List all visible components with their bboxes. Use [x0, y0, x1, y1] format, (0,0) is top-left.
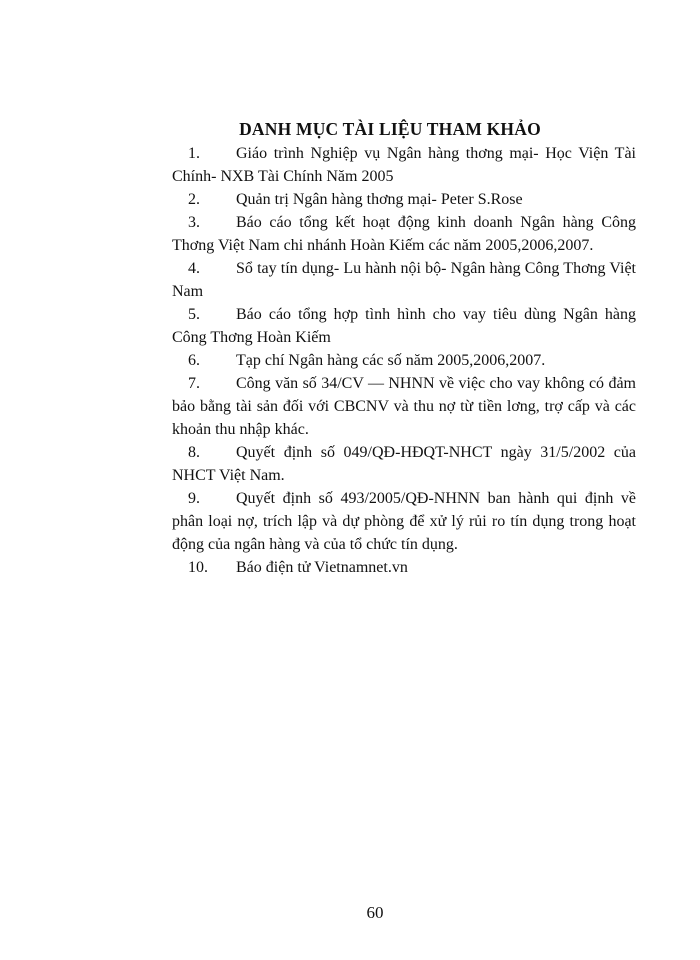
- item-number: 10.: [188, 559, 208, 576]
- reference-item: [172, 303, 636, 349]
- reference-item: [172, 372, 636, 441]
- item-text: Công văn số 34/CV — NHNN về việc cho vay không có đảm bảo bằng tài sản đối với CBCNV và thu nợ từ tiền lơng, trợ cấp và các khoản thu nhập khác.: [172, 375, 636, 438]
- reference-item: [172, 257, 636, 303]
- reference-item: [172, 556, 636, 579]
- reference-item: [172, 142, 636, 188]
- reference-item: [172, 487, 636, 556]
- item-text: Quyết định số 049/QĐ-HĐQT-NHCT ngày 31/5/2002 của NHCT Việt Nam.: [172, 444, 636, 484]
- item-text: Giáo trình Nghiệp vụ Ngân hàng thơng mại- Học Viện Tài Chính- NXB Tài Chính Năm 2005: [172, 145, 636, 185]
- reference-item: [172, 441, 636, 487]
- reference-item: [172, 211, 636, 257]
- item-text: Báo cáo tổng kết hoạt động kinh doanh Ngân hàng Công Thơng Việt Nam chi nhánh Hoàn Kiếm các năm 2005,2006,2007.: [172, 214, 636, 254]
- page-title: DANH MỤC TÀI LIỆU THAM KHẢO: [239, 119, 541, 139]
- item-number: 3.: [188, 214, 200, 231]
- item-text: Báo điện tử Vietnamnet.vn: [236, 559, 408, 576]
- item-text: Quản trị Ngân hàng thơng mại- Peter S.Rose: [236, 191, 523, 208]
- reference-item: [172, 349, 636, 372]
- item-text: Sổ tay tín dụng- Lu hành nội bộ- Ngân hàng Công Thơng Việt Nam: [172, 260, 636, 300]
- item-number: 6.: [188, 352, 200, 369]
- reference-item: [172, 188, 636, 211]
- page-number: 60: [366, 903, 384, 922]
- item-number: 9.: [188, 490, 200, 507]
- item-text: Tạp chí Ngân hàng các số năm 2005,2006,2007.: [236, 352, 546, 369]
- item-text: Báo cáo tổng hợp tình hình cho vay tiêu dùng Ngân hàng Công Thơng Hoàn Kiếm: [172, 306, 636, 346]
- item-number: 5.: [188, 306, 200, 323]
- item-number: 2.: [188, 191, 200, 208]
- item-text: Quyết định số 493/2005/QĐ-NHNN ban hành qui định về phân loại nợ, trích lập và dự phòng để xử lý rủi ro tín dụng trong hoạt động của ngân hàng và của tổ chức tín dụng.: [172, 490, 636, 553]
- item-number: 7.: [188, 375, 200, 392]
- item-number: 8.: [188, 444, 200, 461]
- item-number: 1.: [188, 145, 200, 162]
- item-number: 4.: [188, 260, 200, 277]
- reference-list: [172, 142, 636, 579]
